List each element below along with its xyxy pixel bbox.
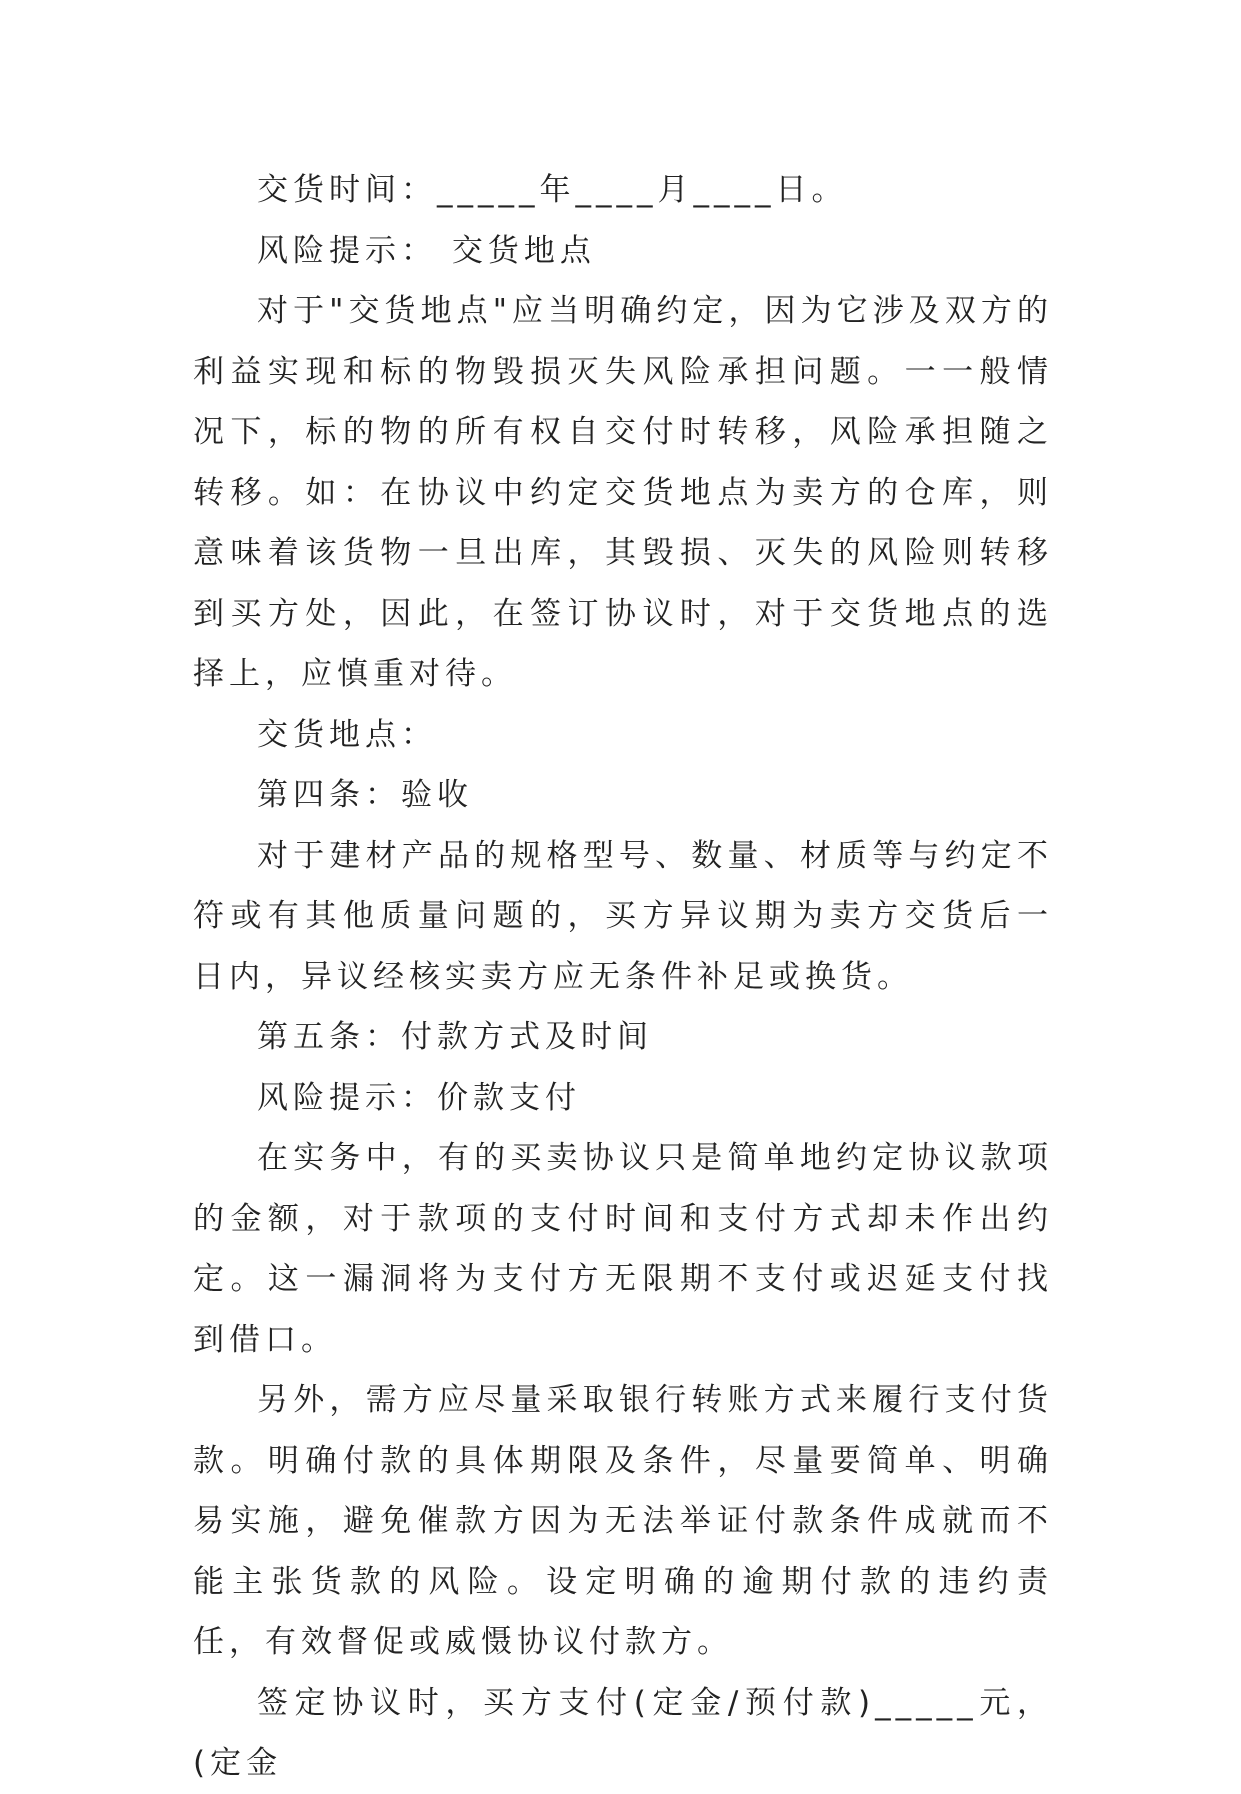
article-5-heading: 第五条：付款方式及时间 <box>257 1019 653 1055</box>
delivery-place-explanation-paragraph: 对于"交货地点"应当明确约定，因为它涉及双方的利益实现和标的物毁损灭失风险承担问题。一一般情况下，标的物的所有权自交付时转移，风险承担随之转移。如：在协议中约定交货地点为卖方的仓库，则意味着该货物一旦出库，其毁损、灭失的风险则转移到买方处，因此，在签订协议时，对于交货地点的选择上，应慎重对待。 <box>193 293 1053 692</box>
payment-explanation-paragraph-1: 在实务中，有的买卖协议只是简单地约定协议款项的金额，对于款项的支付时间和支付方式却未作出约定。这一漏洞将为支付方无限期不支付或迟延支付找到借口。 <box>193 1140 1053 1358</box>
article-4-paragraph: 对于建材产品的规格型号、数量、材质等与约定不符或有其他质量问题的，买方异议期为卖方交货后一日内，异议经核实卖方应无条件补足或换货。 <box>193 837 1053 995</box>
article-4-heading: 第四条：验收 <box>257 777 473 813</box>
payment-explanation-paragraph-2: 另外，需方应尽量采取银行转账方式来履行支付货款。明确付款的具体期限及条件，尽量要简单、明确易实施，避免催款方因为无法举证付款条件成就而不能主张货款的风险。设定明确的逾期付款的违约责任，有效督促或威慑协议付款方。 <box>193 1382 1053 1660</box>
document-body <box>193 160 1053 1794</box>
risk-tip-payment-heading: 风险提示：价款支付 <box>257 1079 581 1116</box>
delivery-place-line: 交货地点： <box>257 716 437 753</box>
delivery-time-line: 交货时间：_____年____月____日。 <box>257 172 848 208</box>
deposit-clause-paragraph: 签定协议时，买方支付(定金/预付款)_____元，(定金 <box>193 1684 1053 1781</box>
risk-tip-delivery-place-heading: 风险提示： 交货地点 <box>257 232 596 269</box>
